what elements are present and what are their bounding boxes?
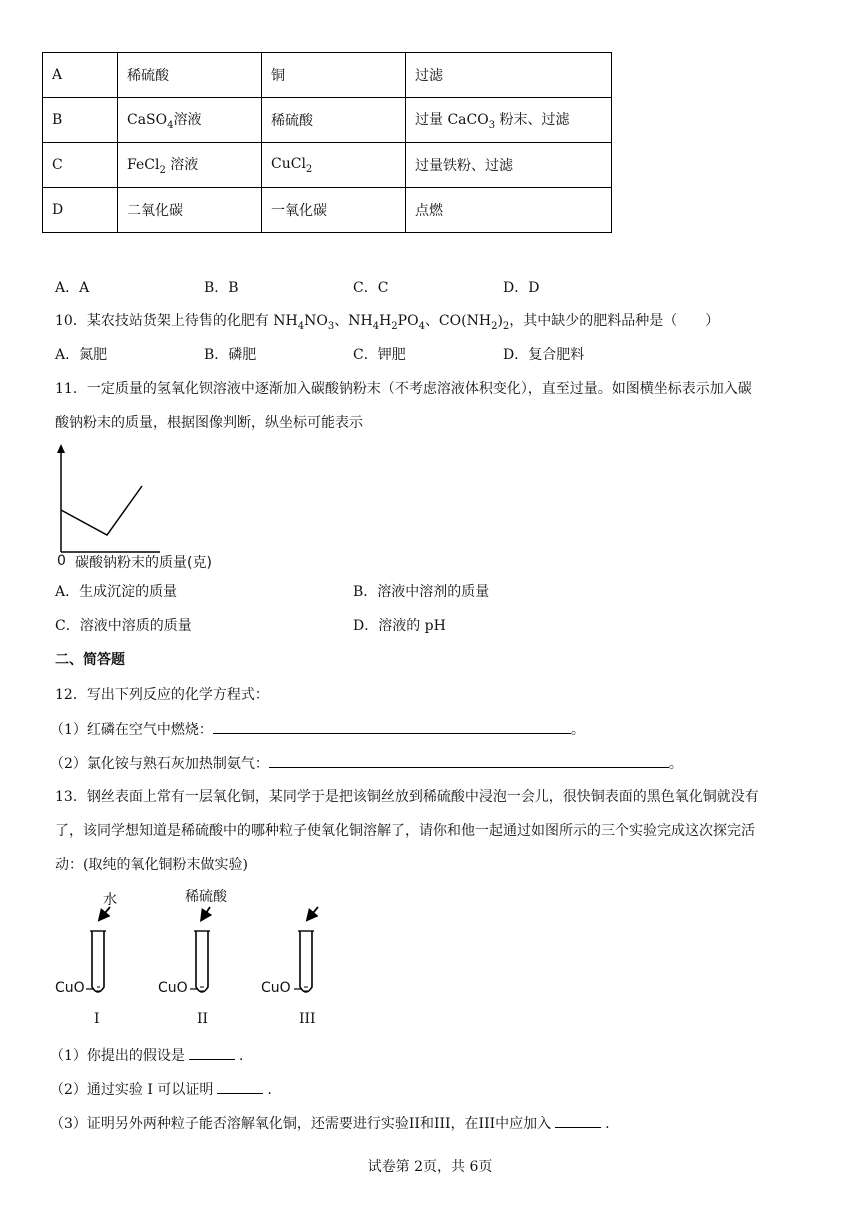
table-cell: 稀硫酸 xyxy=(262,98,406,143)
tube2-side-label: CuO xyxy=(158,980,188,996)
q13-part1: （1）你提出的假设是 . xyxy=(50,1045,243,1066)
table-cell: D xyxy=(43,188,118,233)
q9-option-c: C．C xyxy=(353,280,389,296)
q11-option-a: A．生成沉淀的质量 xyxy=(55,584,178,600)
tube1-top-label: 水 xyxy=(103,892,117,908)
q13-stem-line3: 动：(取纯的氧化铜粉末做实验) xyxy=(55,857,248,873)
page-footer: 试卷第 2页，共 6页 xyxy=(367,1159,493,1175)
table-cell: 过量 CaCO$_3$ 粉末、过滤 xyxy=(406,98,612,143)
q11-option-d: D．溶液的 pH xyxy=(353,618,446,634)
y-axis-arrow xyxy=(57,444,65,453)
table-cell: C xyxy=(43,143,118,188)
tube1-numeral: I xyxy=(94,1011,100,1027)
q13-stem-line1: 13．钢丝表面上常有一层氧化铜，某同学于是把该铜丝放到稀硫酸中浸泡一会儿，很快铜表面的黑色氧化铜就没有 xyxy=(55,789,759,805)
q9-option-d: D．D xyxy=(503,280,540,296)
tube2-numeral: II xyxy=(197,1011,209,1027)
tube xyxy=(92,931,104,992)
tube3-numeral: III xyxy=(299,1011,316,1027)
answer-blank[interactable] xyxy=(555,1113,601,1128)
q10-option-a: A．氮肥 xyxy=(55,347,108,363)
table-row xyxy=(43,143,612,188)
table-cell: 一氧化碳 xyxy=(262,188,406,233)
answer-blank[interactable] xyxy=(189,1045,235,1060)
table-cell: 二氧化碳 xyxy=(118,188,262,233)
answer-blank[interactable] xyxy=(213,719,571,734)
q10-stem: 10．某农技站货架上待售的化肥有 $NH_4NO_3$、$NH_4H_2PO_4$、$CO(NH_2)_2$，其中缺少的肥料品种是（ ） xyxy=(55,313,720,332)
table-row xyxy=(43,98,612,143)
q13-stem-line2: 了，该同学想知道是稀硫酸中的哪种粒子使氧化铜溶解了，请你和他一起通过如图所示的三个实验完成这次探完活 xyxy=(55,823,755,839)
table-cell: FeCl$_2$ 溶液 xyxy=(118,143,262,188)
table-cell: A xyxy=(43,53,118,98)
tube2-top-label: 稀硫酸 xyxy=(185,889,227,905)
tube xyxy=(300,931,312,992)
q11-stem-line1: 11．一定质量的氢氧化钡溶液中逐渐加入碳酸钠粉末（不考虑溶液体积变化），直至过量。如图横坐标表示加入碳 xyxy=(55,381,752,397)
reagent-table xyxy=(42,52,612,233)
test-tube-2 xyxy=(190,907,210,992)
table-cell: 铜 xyxy=(262,53,406,98)
test-tube-3 xyxy=(294,907,318,992)
graph-x-label: 碳酸钠粉末的质量(克) xyxy=(75,555,212,571)
answer-blank[interactable] xyxy=(269,753,669,768)
q12-part2: （2）氯化铵与熟石灰加热制氨气： 。 xyxy=(50,753,683,774)
tube xyxy=(196,931,208,992)
q12-part1: （1）红磷在空气中燃烧： 。 xyxy=(50,719,585,740)
q12-stem: 12．写出下列反应的化学方程式： xyxy=(55,687,269,703)
tube3-side-label: CuO xyxy=(261,980,291,996)
table-cell: 过量铁粉、过滤 xyxy=(406,143,612,188)
q10-option-d: D．复合肥料 xyxy=(503,347,585,363)
q11-option-c: C．溶液中溶质的质量 xyxy=(55,618,192,634)
q10-option-c: C．钾肥 xyxy=(353,347,406,363)
table-row xyxy=(43,188,612,233)
answer-blank[interactable] xyxy=(217,1079,263,1094)
q10-option-b: B．磷肥 xyxy=(204,347,257,363)
q11-stem-line2: 酸钠粉末的质量，根据图像判断，纵坐标可能表示 xyxy=(55,415,363,431)
arrow xyxy=(202,907,210,919)
graph-curve xyxy=(61,486,142,535)
table-cell: B xyxy=(43,98,118,143)
q13-part2: （2）通过实验 I 可以证明 . xyxy=(50,1079,272,1100)
q13-part3: （3）证明另外两种粒子能否溶解氧化铜，还需要进行实验II和III，在III中应加入 . xyxy=(50,1113,610,1134)
q9-option-a: A．A xyxy=(55,280,90,296)
table-row xyxy=(43,53,612,98)
tube1-side-label: CuO xyxy=(55,980,85,996)
q9-option-b: B．B xyxy=(204,280,239,296)
section-title: 二、简答题 xyxy=(55,652,125,668)
test-tube-1 xyxy=(86,907,110,992)
table-cell: 点燃 xyxy=(406,188,612,233)
table-cell: CuCl$_2$ xyxy=(262,143,406,188)
q11-option-b: B．溶液中溶剂的质量 xyxy=(353,584,490,600)
arrow xyxy=(308,907,318,919)
table-cell: 稀硫酸 xyxy=(118,53,262,98)
graph-origin-label: 0 xyxy=(57,553,66,569)
table-cell: 过滤 xyxy=(406,53,612,98)
table-cell: CaSO$_4$溶液 xyxy=(118,98,262,143)
